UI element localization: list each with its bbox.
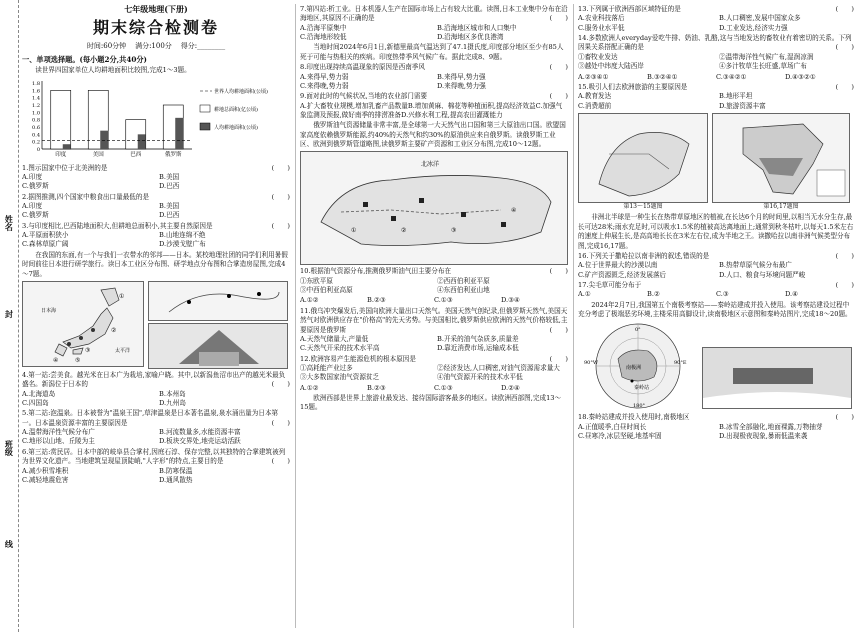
arctic-label: 北冰洋 — [421, 161, 440, 169]
x-tick-label: 俄罗斯 — [164, 151, 182, 158]
column-2 — [300, 4, 568, 628]
japan-label-3: ③ — [85, 346, 91, 354]
answer-option[interactable]: D.巴西 — [159, 211, 180, 220]
answer-option[interactable]: A.正值暖季,白昼时间长 — [578, 422, 647, 431]
x-tick-label: 巴西 — [130, 151, 142, 158]
answer-option[interactable]: D.④ — [785, 290, 799, 299]
question-stem: 11.俄乌冲突爆发后,美国向欧洲大量出口天然气。美国天然气创纪录,但俄罗斯天然气,美国天然气对欧洲供应存在"价格高"的先天劣势。与美国相比,俄罗斯供应欧洲的天然气价格较低,主要原因是俄罗斯 ( ) — [300, 306, 568, 334]
option-list — [22, 467, 290, 486]
russia-label-1: ① — [351, 227, 357, 235]
option-list — [578, 290, 854, 299]
answer-option[interactable]: C.①③ — [434, 296, 453, 305]
research-map — [148, 281, 288, 321]
africa-intro: 非洲北半球是一种生长在热带草原地区的植被,在长达6个月的时间里,以相当无水分生存,最长可达28米;雨水充足时,可以吸水1.5米的植被高达离地面上;通常到秋冬枯叶,以每天1.5米左右的速度上伸展生长,是高高地长长在3米左右位,成为半地之王。读撒哈拉以南非洲气候类型分布图,完成16,17题。 — [578, 213, 854, 250]
question — [300, 5, 568, 42]
answer-option[interactable]: A.温带海洋性气候分布广 — [22, 428, 95, 437]
answer-option[interactable]: B.② — [647, 290, 660, 299]
answer-option[interactable]: ①东欧平原 — [300, 276, 333, 285]
qinling-station-photo — [702, 347, 852, 409]
russia-label-2: ② — [401, 227, 407, 235]
chart-intro: 读世界四国家单位人均耕地面积比较图,完成1～3题。 — [35, 66, 191, 75]
bar-chart — [22, 77, 290, 163]
answer-option[interactable]: C.沿海地形较低 — [300, 33, 347, 42]
answer-option[interactable]: ③越处中纬度大陆西岸 — [578, 62, 644, 71]
answer-option[interactable]: B.河流数量多,水能资源丰富 — [159, 428, 241, 437]
option-list — [22, 202, 290, 221]
africa-map — [712, 113, 850, 203]
question — [578, 281, 854, 300]
y-tick-label: 1.8 — [32, 80, 40, 87]
question-stem: 1.图示国家中位于北美洲的是 ( ) — [22, 163, 290, 172]
question-stem: 15.吸引人们去欧洲旅游的主要原因是 ( ) — [578, 82, 854, 91]
answer-option[interactable]: D.沙漠戈壁广布 — [159, 240, 206, 249]
y-tick-label: 0 — [36, 146, 40, 153]
meridian-90w: 90°W — [584, 360, 599, 367]
question — [300, 267, 568, 295]
exam-subtitle: 七年级地理(下册) — [124, 4, 188, 14]
answer-bracket[interactable]: ( ) — [549, 267, 568, 276]
meridian-180: 180° — [633, 403, 646, 410]
answer-option[interactable]: D.兴修水利工程,提高农田灌溉能力 — [401, 110, 503, 119]
answer-option[interactable]: A.来得早,势力弱 — [300, 72, 349, 81]
answer-option[interactable]: A.印度 — [22, 202, 43, 211]
answer-option[interactable]: A.① — [578, 290, 591, 299]
option-list — [300, 102, 568, 121]
antarctic-intro: 2024年2月7日,我国第五个南极考察站——秦岭站建成并投入使用。该考察站建设过程中充分考虑了极端恶劣环境,主楼采用高脚设计,读南极地区示意图和秦岭站图片,完成18～20题。 — [578, 300, 852, 319]
answer-option[interactable]: B.沿海地区城市和人口集中 — [437, 23, 517, 32]
answer-option[interactable]: C.俄罗斯 — [22, 182, 49, 191]
question — [22, 193, 290, 221]
time-label: 时间:60分钟 — [86, 42, 127, 51]
x-tick-label: 印度 — [55, 151, 67, 158]
answer-option[interactable]: B.热带草原气候分布最广 — [719, 261, 792, 270]
y-tick-label: 0.2 — [32, 139, 40, 146]
answer-option[interactable]: ②西西伯利亚平原 — [437, 276, 490, 285]
answer-bracket[interactable]: ( ) — [271, 163, 290, 172]
y-tick-label: 1.0 — [32, 109, 40, 116]
answer-option[interactable]: C.昼寒冷,冰层坚硬,地基牢固 — [578, 432, 662, 441]
answer-bracket[interactable]: ( ) — [835, 413, 854, 422]
answer-option[interactable]: D.人口、粮食与环境问题严峻 — [719, 270, 806, 279]
question — [22, 448, 290, 485]
question — [578, 5, 854, 33]
question-stem: 18.秦岭站建成并投入使用时,南极地区 ( ) — [578, 413, 854, 422]
answer-option[interactable]: B.美国 — [159, 172, 180, 181]
answer-option[interactable]: B.③②④① — [647, 72, 678, 81]
question — [300, 296, 568, 305]
answer-option[interactable]: D.通风散热 — [159, 475, 193, 484]
option-list — [578, 73, 854, 82]
answer-option[interactable]: A.北海道岛 — [22, 389, 56, 398]
legend-swatch — [200, 123, 210, 130]
answer-option[interactable]: A.沿海平原集中 — [300, 23, 347, 32]
europe-map-wrap — [578, 113, 708, 212]
japan-intro: 在我国的东面,有一个与我们一衣带水的邻邦——日本。某校地理社团的同学们利用暑假时间前往日本进行研学旅行。读日本工业区分布图、研学地点分布图和合掌造房屋图,完成4～7题。 — [22, 250, 288, 278]
answer-option[interactable]: A.教育发达 — [578, 92, 612, 101]
question-stem: 8.印度出现持续高温现象的原因是西南季风 ( ) — [300, 63, 568, 72]
question-stem: 7.第四站:析工业。日本机器人生产在国际市场上占有较大比重。读图,日本工业集中分布在沿海地区,其原因不正确的是 ( ) — [300, 5, 568, 23]
answer-option[interactable]: B.本州岛 — [159, 389, 186, 398]
answer-bracket[interactable]: ( ) — [271, 221, 290, 230]
answer-option[interactable]: A.天然气储量大,产量低 — [300, 334, 369, 343]
russia-label-4: ④ — [511, 207, 517, 215]
question-stem: 6.第三站:赏民居。日本中部的岐阜县合掌村,因庭石淳、保存完整,以其独特的合掌建筑被列为世界文化遗产。当地建筑呈现屋顶陡峭,"人字形"的特点,主要目的是 ( ) — [22, 447, 290, 466]
answer-bracket[interactable]: ( ) — [271, 457, 290, 466]
binding-label-line: 线 — [4, 540, 15, 548]
question-stem: 3.与印度相比,巴西陆地面积大,但耕地总面积小,其主要自然原因是 ( ) — [22, 221, 290, 230]
bar-per-capita — [138, 134, 146, 149]
answer-option[interactable]: D.靠近消费市场,运输成本低 — [437, 344, 519, 353]
answer-option[interactable]: B.防寒保温 — [159, 466, 193, 475]
answer-option[interactable]: C.③ — [716, 290, 729, 299]
answer-option[interactable]: D.沿海地区多优良港湾 — [437, 33, 504, 42]
answer-option[interactable]: C.③④②① — [716, 72, 747, 81]
answer-option[interactable]: C.森林草原广阔 — [22, 240, 69, 249]
chart-svg — [22, 77, 290, 163]
option-list — [300, 24, 568, 43]
option-list — [300, 277, 568, 296]
option-list — [300, 364, 568, 383]
answer-bracket[interactable]: ( ) — [549, 325, 568, 334]
meridian-90e: 90°E — [674, 360, 687, 367]
answer-option[interactable]: ①高耗能产业过多 — [300, 363, 353, 372]
binding-label-class: 班级 — [4, 440, 15, 456]
answer-option[interactable]: C.矿产资源匮乏,经济发展落后 — [578, 270, 667, 279]
y-tick-label: 1.4 — [32, 95, 40, 102]
answer-bracket[interactable]: ( ) — [549, 63, 568, 72]
answer-option[interactable]: D.板块交界处,地壳运动活跃 — [159, 437, 241, 446]
answer-option[interactable]: D.巴西 — [159, 182, 180, 191]
answer-option[interactable]: D.②④ — [501, 383, 520, 392]
answer-option[interactable]: A.②③④① — [578, 72, 609, 81]
answer-option[interactable]: ③大多数国家油气资源贫乏 — [300, 373, 380, 382]
question — [22, 371, 290, 408]
option-list — [300, 296, 568, 305]
binding-margin — [0, 0, 19, 632]
answer-option[interactable]: ③中西伯利亚高原 — [300, 286, 353, 295]
question-stem: 4.第一站:尝美食。越光米在日本广为栽培,家喻户晓。其中,以新潟鱼沼市出产的越光米最负盛名。新潟位于日本的 ( ) — [22, 370, 290, 389]
option-list — [22, 390, 290, 409]
answer-bracket[interactable]: ( ) — [549, 14, 568, 23]
answer-option[interactable]: B.开采的油气杂质多,质量差 — [437, 334, 519, 343]
exam-meta — [22, 42, 290, 52]
answer-option[interactable]: C.加强气象监测及预报,做好南季的排涝准备 — [300, 101, 563, 119]
option-list — [22, 428, 290, 447]
europe-map — [578, 113, 708, 203]
answer-option[interactable]: B.地形平坦 — [719, 92, 753, 101]
x-tick-label: 美国 — [92, 151, 104, 158]
answer-option[interactable]: B.人口稠密,发展中国家众多 — [719, 14, 801, 23]
answer-option[interactable]: D.工业发达,经济实力强 — [719, 23, 788, 32]
sea-label: 日本海 — [41, 307, 57, 314]
option-list — [578, 14, 854, 33]
answer-bracket[interactable]: ( ) — [271, 418, 290, 427]
answer-bracket[interactable]: ( ) — [835, 5, 854, 13]
answer-option[interactable]: C.①③ — [434, 383, 453, 392]
russia-label-3: ③ — [451, 227, 457, 235]
question-stem: 14.多数欧洲人everyday爱吃牛排、奶油、乳酪,这与当地发达的畜牧业有着密切的关系。下列因果关系搭配正确的是 ( ) — [578, 34, 854, 52]
y-tick-label: 0.8 — [32, 117, 40, 124]
question-stem: 9.面对此时的气候状况,当地的农业部门需要 ( ) — [300, 92, 568, 101]
answer-option[interactable]: C.天然气开采的技术水平高 — [300, 344, 380, 353]
japan-label-2: ② — [111, 326, 117, 334]
bar-total-farmland — [51, 90, 71, 149]
answer-option[interactable]: A.农业科技落后 — [578, 14, 625, 23]
binding-label-seal: 封 — [4, 310, 15, 318]
meridian-0: 0° — [635, 327, 641, 334]
station-label: 秦岭站 — [634, 385, 650, 392]
answer-bracket[interactable]: ( ) — [835, 251, 854, 260]
answer-option[interactable]: ②温带海洋性气候广布,湿润凉润 — [719, 52, 814, 61]
india-intro: 当地时间2024年6月1日,新德里最高气温达到了47.1摄氏度,印度部分地区至少有85人死于可能与热相关的疾病。印度热带季风气候广布。据此完成8、9题。 — [300, 43, 564, 61]
column-1 — [22, 4, 290, 628]
answer-option[interactable]: A.①② — [300, 296, 319, 305]
option-list — [300, 384, 568, 393]
answer-option[interactable]: C.消费超前 — [578, 101, 612, 110]
section-heading: 一、单项选择题。(每小题2分,共40分) — [22, 55, 147, 65]
russia-map — [300, 151, 568, 265]
bar-per-capita — [63, 144, 71, 149]
answer-option[interactable]: B.冰雪全部融化,地面裸露,万物抽芽 — [719, 422, 823, 431]
option-list — [22, 231, 290, 250]
japan-label-5: ⑤ — [75, 356, 81, 364]
gassho-house-photo — [148, 323, 288, 369]
africa-caption: 第16,17题图 — [763, 202, 799, 210]
answer-option[interactable]: C.减轻地震危害 — [22, 475, 69, 484]
answer-option[interactable]: C.来得晚,势力弱 — [300, 81, 349, 90]
question — [300, 63, 568, 91]
answer-option[interactable]: D.③④ — [501, 296, 520, 305]
option-list — [300, 335, 568, 354]
question — [578, 34, 854, 71]
answer-option[interactable]: D.出现极夜现象,暴雨低温来袭 — [719, 432, 808, 441]
question-stem: 5.第二站:泡温泉。日本被誉为"温泉王国",草津温泉是日本著名温泉,泉水涌出量为日本第一。日本温泉资源丰富的主要原因是 ( ) — [22, 409, 290, 427]
answer-option[interactable]: D.旅游资源丰富 — [719, 101, 766, 110]
answer-option[interactable]: D.九州岛 — [159, 398, 186, 407]
answer-option[interactable]: C.服务业水平低 — [578, 23, 625, 32]
answer-bracket[interactable]: ( ) — [835, 280, 854, 289]
answer-option[interactable]: ④油气资源开采的技术水平低 — [437, 373, 523, 382]
answer-bracket[interactable]: ( ) — [271, 192, 290, 201]
legend-percapita: 人均耕地面积(公顷) — [214, 124, 258, 131]
japan-figures — [22, 281, 290, 369]
question-stem: 12.欧洲容易产生能源危机的根本原因是 ( ) — [300, 354, 568, 363]
antarctica-label: 南极洲 — [626, 365, 642, 372]
question-stem: 10.根据油气资源分布,推测俄罗斯油气田主要分布在 ( ) — [300, 267, 568, 276]
answer-option[interactable]: ④多汁牧草生长旺盛,草场广布 — [719, 62, 807, 71]
column-3 — [578, 4, 854, 628]
y-tick-label: 0.6 — [32, 124, 40, 131]
europe-africa-figures — [578, 113, 854, 212]
europe-caption: 第13～15题图 — [623, 202, 663, 210]
option-list — [578, 92, 854, 111]
answer-option[interactable]: A.印度 — [22, 172, 43, 181]
question — [300, 355, 568, 383]
question-stem: 2.据图推测,四个国家中粮食出口量最低的是 ( ) — [22, 192, 290, 201]
question — [578, 413, 854, 441]
answer-bracket[interactable]: ( ) — [835, 43, 854, 52]
japan-photos — [148, 281, 288, 369]
question — [22, 222, 290, 250]
answer-option[interactable]: C.地形以山地、丘陵为主 — [22, 437, 95, 446]
answer-option[interactable]: C.四国岛 — [22, 398, 49, 407]
option-list — [22, 173, 290, 192]
answer-option[interactable]: A.①② — [300, 383, 319, 392]
question — [578, 252, 854, 280]
bar-per-capita — [100, 130, 108, 148]
answer-bracket[interactable]: ( ) — [549, 92, 568, 101]
japan-map — [22, 281, 144, 367]
option-list — [300, 73, 568, 92]
question-stem: 17.尖毛草可能分布于 ( ) — [578, 280, 854, 289]
answer-option[interactable]: ④东西伯利亚山地 — [437, 286, 490, 295]
question-stem: 16.下列关于撒哈拉以南非洲的叙述,错误的是 ( ) — [578, 251, 854, 260]
legend-world-line: 世界人均耕地面积(公顷) — [214, 88, 268, 95]
answer-option[interactable]: A.平原面积狭小 — [22, 231, 69, 240]
antarctic-figures — [578, 321, 854, 411]
question-stem: 13.下列属于欧洲西部区域特征的是 ( ) — [578, 5, 854, 13]
answer-option[interactable]: B.增加黄麻、棉花等种植面积,提高经济效益 — [407, 101, 536, 110]
answer-bracket[interactable]: ( ) — [549, 354, 568, 363]
exam-title: 期末综合检测卷 — [92, 18, 219, 38]
legend-swatch — [200, 105, 210, 112]
bar-per-capita — [175, 117, 183, 148]
column-divider — [573, 4, 574, 628]
ocean-label: 太平洋 — [115, 347, 131, 354]
question — [22, 409, 290, 446]
answer-option[interactable]: D.④③②① — [785, 72, 816, 81]
legend-total: 耕地总面积(亿公顷) — [214, 106, 258, 113]
question — [22, 164, 290, 192]
option-list — [578, 423, 854, 442]
binding-label-name: 姓名 — [4, 215, 15, 231]
answer-option[interactable]: B.来得早,势力强 — [437, 72, 486, 81]
question — [300, 384, 568, 393]
column-divider — [295, 4, 296, 628]
option-list — [578, 261, 854, 280]
japan-label-1: ① — [119, 292, 125, 300]
score-label: 满分:100分 — [135, 42, 172, 51]
answer-option[interactable]: D.来得晚,势力强 — [437, 81, 486, 90]
russia-intro: 俄罗斯油气资源储量非常丰富,是全球第一大天然气出口国和第三大原油出口国。欧盟国家高度依赖俄罗斯能源,约40%的天然气和约30%的原油供应来自俄罗斯。读俄罗斯工业区、欧洲到俄罗斯管道略图,读俄罗斯主要矿产资源和工业区分布图,完成10～12题。 — [300, 121, 566, 149]
answer-option[interactable]: B.山地连绵不绝 — [159, 231, 206, 240]
y-tick-label: 1.6 — [32, 87, 40, 94]
answer-option[interactable]: A.扩大畜牧业规模,增加乳畜产品数量 — [300, 101, 408, 110]
question — [578, 83, 854, 111]
got-field[interactable]: 得分:________ — [180, 42, 226, 51]
question — [300, 92, 568, 120]
answer-option[interactable]: A.减少积雪堆积 — [22, 466, 69, 475]
question — [300, 307, 568, 354]
answer-option[interactable]: ①畜牧业发达 — [578, 52, 618, 61]
y-tick-label: 0.4 — [32, 131, 40, 138]
answer-bracket[interactable]: ( ) — [271, 380, 290, 389]
answer-option[interactable]: B.②③ — [367, 296, 386, 305]
answer-option[interactable]: ②经济发达,人口稠密,对油气资源需求量大 — [437, 363, 560, 372]
question — [578, 73, 854, 82]
africa-map-wrap — [712, 113, 850, 212]
answer-bracket[interactable]: ( ) — [835, 82, 854, 91]
europe-intro: 欧洲西部是世界上旅游业最发达、接待国际游客最多的地区。读欧洲西部图,完成13～15题。 — [300, 394, 562, 412]
japan-label-4: ④ — [53, 356, 59, 364]
answer-option[interactable]: B.②③ — [367, 383, 386, 392]
answer-option[interactable]: B.美国 — [159, 202, 180, 211]
antarctic-map — [578, 321, 698, 411]
y-tick-label: 1.2 — [32, 102, 40, 109]
answer-option[interactable]: C.俄罗斯 — [22, 211, 49, 220]
answer-option[interactable]: A.位于世界最大的沙漠以南 — [578, 261, 658, 270]
option-list — [578, 53, 854, 72]
